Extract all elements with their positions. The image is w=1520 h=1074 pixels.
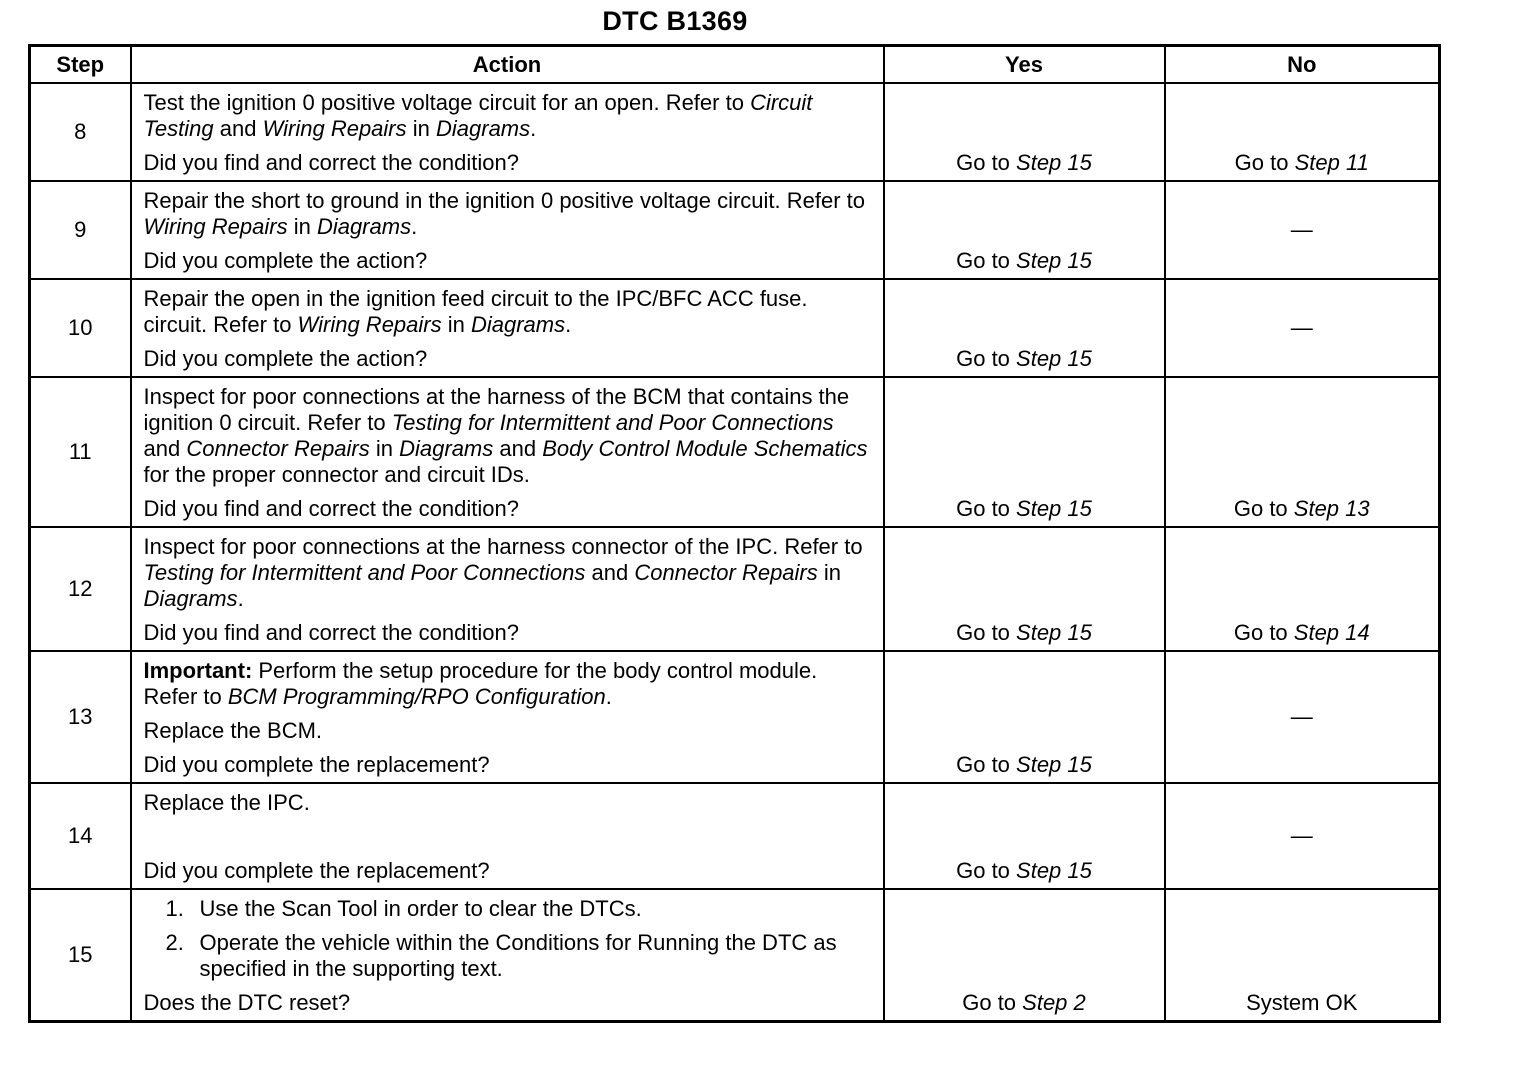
action-cell	[131, 279, 884, 377]
table-row	[30, 527, 1440, 651]
question-text: Did you complete the action?	[143, 346, 428, 371]
question-text: Does the DTC reset?	[143, 990, 351, 1015]
yes-cell	[884, 279, 1165, 377]
table-row	[30, 181, 1440, 279]
reference-text: Body Control Module Schematics	[542, 436, 868, 461]
action-text: Inspect for poor connections at the harness connector of the IPC. Refer to	[143, 534, 863, 559]
list-item	[144, 930, 875, 982]
outcome-prefix: Go to	[1234, 150, 1295, 175]
reference-text: Connector Repairs	[634, 560, 818, 585]
list-text: Operate the vehicle within the Conditions for Running the DTC as specified in the supporting text.	[199, 930, 837, 981]
step-number: 10	[30, 279, 131, 377]
action-paragraph	[144, 534, 875, 612]
action-paragraph	[144, 90, 875, 142]
reference-text: BCM Programming/RPO Configuration	[227, 684, 606, 709]
action-text: .	[237, 586, 244, 611]
reference-text: Diagrams	[143, 586, 238, 611]
outcome-text: —	[1290, 704, 1313, 729]
action-cell	[131, 83, 884, 181]
outcome-prefix: Go to	[956, 346, 1017, 371]
reference-text: Testing for Intermittent and Poor Connections	[143, 560, 586, 585]
outcome-prefix: Go to	[956, 620, 1017, 645]
step-number: 12	[30, 527, 131, 651]
diagnostic-table	[28, 44, 1441, 1023]
header-row	[30, 46, 1440, 84]
question-text: Did you find and correct the condition?	[143, 496, 519, 521]
action-text: and	[213, 116, 263, 141]
action-text: Replace the BCM.	[143, 718, 323, 743]
action-text: in	[287, 214, 317, 239]
action-text: in	[441, 312, 471, 337]
action-cell	[131, 889, 884, 1022]
list-number: 2.	[165, 930, 184, 955]
step-number: 9	[30, 181, 131, 279]
action-paragraph	[144, 790, 875, 816]
step-reference: Step 15	[1016, 858, 1092, 883]
action-paragraph	[144, 718, 875, 744]
action-text: Replace the IPC.	[143, 790, 310, 815]
outcome-text: —	[1290, 315, 1313, 340]
yes-cell	[884, 651, 1165, 783]
no-cell	[1165, 279, 1440, 377]
yes-cell	[884, 889, 1165, 1022]
reference-text: Wiring Repairs	[297, 312, 442, 337]
reference-text: Diagrams	[399, 436, 494, 461]
table-row	[30, 83, 1440, 181]
table-row	[30, 651, 1440, 783]
action-text: for the proper connector and circuit IDs.	[143, 462, 530, 487]
question-text: Did you find and correct the condition?	[143, 620, 519, 645]
action-paragraph	[144, 286, 875, 338]
yes-cell	[884, 783, 1165, 889]
reference-text: Diagrams	[316, 214, 412, 239]
action-text: .	[605, 684, 612, 709]
reference-text: Wiring Repairs	[143, 214, 288, 239]
yes-cell	[884, 377, 1165, 527]
step-reference: Step 15	[1016, 248, 1092, 273]
question-text: Did you complete the action?	[143, 248, 428, 273]
action-text: Repair the open in the ignition feed circuit to the IPC/BFC ACC fuse. circuit. Refer to	[143, 286, 808, 337]
outcome-prefix: Go to	[956, 752, 1017, 777]
action-text: in	[406, 116, 436, 141]
reference-text: Circuit Testing	[143, 90, 813, 141]
step-header: Step	[30, 46, 131, 84]
table-row	[30, 279, 1440, 377]
step-reference: Step 15	[1016, 346, 1092, 371]
no-cell	[1165, 651, 1440, 783]
no-cell	[1165, 783, 1440, 889]
action-header: Action	[131, 46, 884, 84]
important-label: Important:	[143, 658, 253, 683]
yes-header: Yes	[884, 46, 1165, 84]
no-cell	[1165, 377, 1440, 527]
outcome-text: System OK	[1246, 990, 1358, 1015]
no-cell	[1165, 83, 1440, 181]
action-text: .	[565, 312, 572, 337]
action-text: and	[585, 560, 635, 585]
step-reference: Step 15	[1016, 752, 1092, 777]
step-reference: Step 11	[1294, 150, 1369, 175]
action-text: .	[411, 214, 418, 239]
action-paragraph	[144, 188, 875, 240]
reference-text: Wiring Repairs	[262, 116, 407, 141]
action-text: in	[817, 560, 842, 585]
action-cell	[131, 527, 884, 651]
action-text: in	[369, 436, 400, 461]
no-cell	[1165, 889, 1440, 1022]
step-reference: Step 15	[1016, 496, 1092, 521]
step-reference: Step 2	[1022, 990, 1086, 1015]
spacer	[144, 816, 875, 850]
action-cell	[131, 651, 884, 783]
step-number: 11	[30, 377, 131, 527]
no-cell	[1165, 181, 1440, 279]
action-text: Inspect for poor connections at the harness of the BCM that contains the ignition 0 circuit. Refer to	[143, 384, 850, 435]
action-text: and	[143, 436, 187, 461]
step-number: 14	[30, 783, 131, 889]
reference-text: Testing for Intermittent and Poor Connections	[391, 410, 834, 435]
step-reference: Step 13	[1293, 496, 1370, 521]
outcome-prefix: Go to	[956, 858, 1017, 883]
question-text: Did you find and correct the condition?	[143, 150, 519, 175]
action-text: .	[530, 116, 537, 141]
step-number: 8	[30, 83, 131, 181]
action-cell	[131, 181, 884, 279]
table-body	[30, 83, 1440, 1022]
reference-text: Diagrams	[470, 312, 566, 337]
outcome-prefix: Go to	[956, 248, 1017, 273]
action-paragraph	[144, 658, 875, 710]
action-text: and	[493, 436, 543, 461]
action-text: Test the ignition 0 positive voltage circuit for an open. Refer to	[143, 90, 751, 115]
question-text: Did you complete the replacement?	[143, 752, 490, 777]
yes-cell	[884, 527, 1165, 651]
table-row	[30, 889, 1440, 1022]
outcome-prefix: Go to	[962, 990, 1023, 1015]
action-paragraph	[144, 384, 875, 488]
list-number: 1.	[165, 896, 184, 921]
table-row	[30, 377, 1440, 527]
outcome-prefix: Go to	[1233, 620, 1294, 645]
outcome-prefix: Go to	[956, 150, 1017, 175]
action-text: Perform the setup procedure for the body control module. Refer to	[143, 658, 818, 709]
action-cell	[131, 377, 884, 527]
step-number: 15	[30, 889, 131, 1022]
list-text: Use the Scan Tool in order to clear the DTCs.	[199, 896, 642, 921]
reference-text: Diagrams	[436, 116, 531, 141]
no-cell	[1165, 527, 1440, 651]
outcome-text: —	[1290, 823, 1313, 848]
no-header: No	[1165, 46, 1440, 84]
outcome-prefix: Go to	[956, 496, 1017, 521]
step-number: 13	[30, 651, 131, 783]
step-reference: Step 14	[1293, 620, 1370, 645]
page-title: DTC B1369	[602, 6, 748, 36]
action-cell	[131, 783, 884, 889]
step-reference: Step 15	[1016, 150, 1092, 175]
yes-cell	[884, 83, 1165, 181]
step-reference: Step 15	[1016, 620, 1092, 645]
table-row	[30, 783, 1440, 889]
action-text: Repair the short to ground in the ignition 0 positive voltage circuit. Refer to	[143, 188, 866, 213]
outcome-text: —	[1290, 217, 1313, 242]
question-text: Did you complete the replacement?	[143, 858, 490, 883]
yes-cell	[884, 181, 1165, 279]
list-item	[144, 896, 875, 922]
outcome-prefix: Go to	[1233, 496, 1294, 521]
reference-text: Connector Repairs	[186, 436, 370, 461]
